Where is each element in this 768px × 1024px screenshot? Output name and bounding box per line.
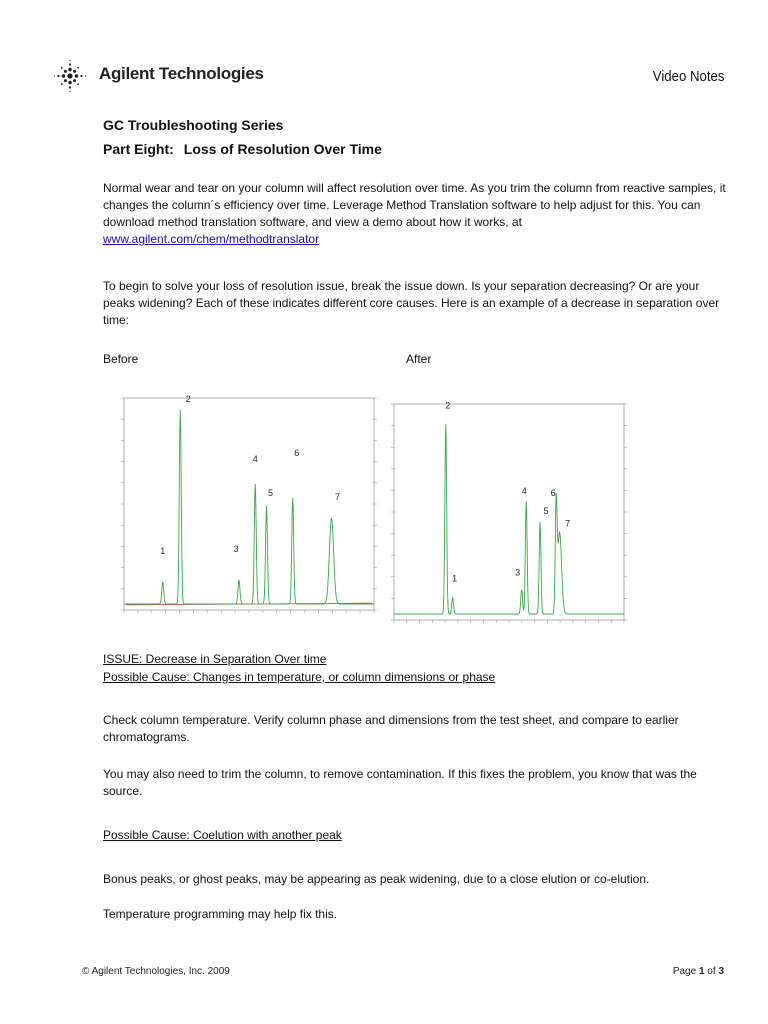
agilent-spark-logo-icon — [52, 58, 88, 94]
part-title — [103, 140, 727, 158]
chromatogram-before — [110, 392, 382, 632]
trim-column-paragraph: You may also need to trim the column, to remove contamination. If this fixes the problem, you know that was the source. — [103, 767, 697, 798]
peak-label: 3 — [515, 567, 521, 578]
after-label: After — [406, 352, 432, 366]
page-current: 1 — [698, 966, 705, 977]
peak-label: 7 — [565, 518, 571, 529]
peak-label: 1 — [160, 546, 166, 556]
intro-text: Normal wear and tear on your column will affect resolution over time. As you trim the column from reactive samples, it changes the column´s efficiency over time. Leverage Method Translation software to help adjust for this. You can download method translation software, and view a demo about how it works, at — [103, 181, 726, 229]
issue-block — [103, 650, 495, 686]
peak-label: 5 — [267, 488, 274, 498]
plot-frame — [124, 398, 374, 610]
title-block — [103, 116, 727, 158]
peak-label: 1 — [452, 573, 458, 584]
chromatogram-trace — [124, 410, 374, 604]
ghost-peaks-paragraph: Bonus peaks, or ghost peaks, may be appearing as peak widening, due to a close elution or co-elution. — [103, 872, 650, 886]
intro-paragraph — [103, 180, 727, 248]
page-total: 3 — [718, 966, 724, 977]
part-label: Part Eight: — [103, 141, 174, 157]
peak-label: 6 — [294, 448, 300, 458]
brand-name: Agilent Technologies — [99, 64, 264, 83]
peak-label: 4 — [252, 454, 258, 464]
peak-label: 5 — [543, 506, 549, 517]
peak-label: 6 — [550, 487, 556, 498]
peak-label: 2 — [185, 394, 191, 404]
temperature-programming-paragraph: Temperature programming may help fix this. — [103, 907, 338, 921]
page-prefix: Page — [672, 966, 699, 977]
chromatogram-trace — [394, 424, 624, 614]
coelution-cause-heading: Possible Cause: Coelution with another peak — [103, 828, 342, 842]
issue-heading: ISSUE: Decrease in Separation Over time — [103, 652, 327, 666]
before-label: Before — [103, 352, 139, 366]
page-of: of — [704, 966, 719, 977]
issue-breakdown-paragraph: To begin to solve your loss of resolution issue, break the issue down. Is your separation decreasing? Or are your peaks widening? Each of these indicates different core causes. Here is an example of a decrease in separation over time: — [103, 279, 720, 327]
document-type: Video Notes — [652, 68, 724, 85]
peak-label: 2 — [445, 400, 451, 411]
peak-label: 4 — [521, 485, 527, 496]
part-name: Loss of Resolution Over Time — [183, 141, 382, 157]
peak-label: 7 — [334, 492, 341, 502]
series-title: GC Troubleshooting Series — [103, 117, 284, 133]
method-translator-link[interactable]: www.agilent.com/chem/methodtranslator — [103, 232, 320, 246]
page-number-footer — [673, 966, 724, 977]
plot-frame — [394, 404, 624, 620]
possible-cause-heading: Possible Cause: Changes in temperature, or column dimensions or phase — [103, 670, 496, 684]
peak-label: 3 — [233, 544, 239, 554]
check-temperature-paragraph: Check column temperature. Verify column phase and dimensions from the test sheet, and compare to earlier chromatograms. — [103, 713, 679, 744]
page-header — [0, 0, 768, 100]
copyright-footer: © Agilent Technologies, Inc. 2009 — [82, 966, 230, 977]
chromatogram-after — [386, 398, 632, 638]
